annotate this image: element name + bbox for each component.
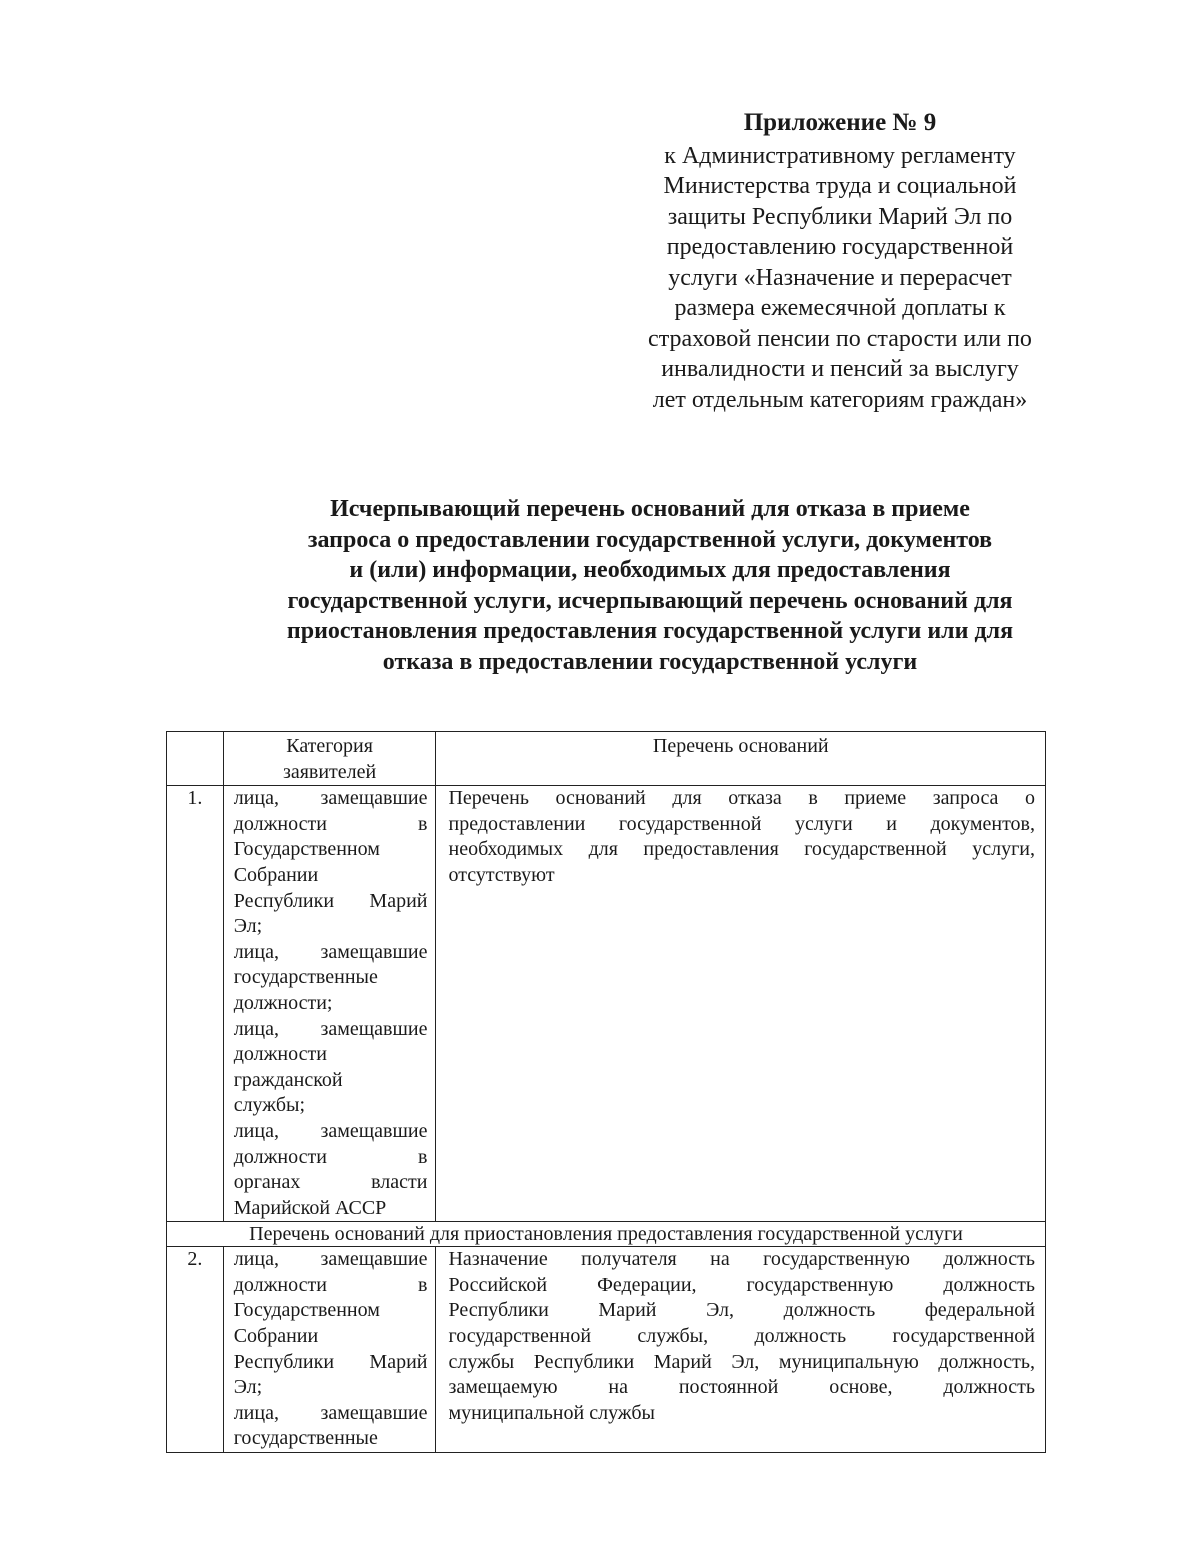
- grounds-line: предоставлении государственной услуги и документов,: [448, 812, 1035, 835]
- appendix-line: лет отдельным категориям граждан»: [652, 386, 1028, 413]
- category-line: службы;: [233, 1094, 306, 1117]
- category-line: должности в: [233, 812, 428, 835]
- category-line: государственные: [233, 1427, 378, 1450]
- grounds-cell: [436, 1247, 1046, 1453]
- category-line: Марийской АССР: [233, 1196, 387, 1219]
- appendix-line: инвалидности и пенсий за выслугу: [661, 356, 1019, 382]
- header-category-cell: [223, 732, 436, 786]
- header-category-line: Категория: [286, 735, 373, 757]
- grounds-line: службы Республики Марий Эл, муниципальную должность,: [448, 1350, 1035, 1373]
- grounds-line: необходимых для предоставления государственной услуги,: [448, 838, 1035, 861]
- grounds-table: [166, 731, 1046, 1453]
- category-line: Государственном: [233, 1299, 380, 1322]
- category-line: Республики Марий: [233, 1350, 428, 1373]
- appendix-line: страховой пенсии по старости или по: [648, 325, 1032, 352]
- category-line: Эл;: [233, 1376, 263, 1399]
- category-line: государственные: [233, 966, 378, 989]
- header-category-line: заявителей: [282, 760, 377, 783]
- category-line: Эл;: [233, 915, 263, 938]
- header-grounds-cell: Перечень оснований: [436, 732, 1046, 786]
- row-number: 2.: [167, 1247, 224, 1453]
- table-row: [167, 1247, 1046, 1453]
- appendix-line: предоставлению государственной: [666, 234, 1014, 260]
- appendix-line: защиты Республики Марий Эл по: [667, 203, 1013, 230]
- appendix-line: к Административному регламенту: [664, 142, 1016, 169]
- appendix-line: Министерства труда и социальной: [663, 173, 1017, 199]
- grounds-line: Республики Марий Эл, должность федеральной: [448, 1299, 1035, 1322]
- category-line: должности в: [233, 1273, 428, 1296]
- category-line: гражданской: [233, 1068, 343, 1091]
- category-line: лица, замещавшие: [233, 1119, 428, 1142]
- category-line: Собрании: [233, 863, 319, 886]
- grounds-cell: [436, 786, 1046, 1222]
- title-line: государственной услуги, исчерпывающий перечень оснований для: [287, 587, 1013, 614]
- appendix-block: [610, 108, 1070, 415]
- appendix-line: услуги «Назначение и перерасчет: [668, 264, 1012, 291]
- category-line: Собрании: [233, 1325, 319, 1348]
- section-heading: Перечень оснований для приостановления предоставления государственной услуги: [167, 1222, 1046, 1247]
- title-line: Исчерпывающий перечень оснований для отказа в приеме: [330, 496, 970, 522]
- category-line: Государственном: [233, 838, 380, 861]
- category-line: лица, замещавшие: [233, 1017, 428, 1040]
- row-number: 1.: [167, 786, 224, 1222]
- appendix-title: Приложение № 9: [743, 109, 937, 136]
- table-header-row: [167, 732, 1046, 786]
- grounds-line: отсутствуют: [448, 863, 555, 886]
- category-line: Республики Марий: [233, 889, 428, 912]
- header-number-cell: [167, 732, 224, 786]
- title-line: запроса о предоставлении государственной услуги, документов: [307, 526, 993, 553]
- category-line: лица, замещавшие: [233, 1248, 428, 1271]
- grounds-line: государственной службы, должность государственной: [448, 1325, 1035, 1348]
- category-line: лица, замещавшие: [233, 940, 428, 963]
- category-cell: [223, 1247, 436, 1453]
- category-cell: [223, 786, 436, 1222]
- grounds-line: Перечень оснований для отказа в приеме запроса о: [448, 787, 1035, 810]
- category-line: должности в: [233, 1145, 428, 1168]
- title-line: и (или) информации, необходимых для предоставления: [349, 557, 951, 583]
- category-line: должности;: [233, 991, 333, 1014]
- grounds-line: Назначение получателя на государственную должность: [448, 1248, 1035, 1271]
- appendix-line: размера ежемесячной доплаты к: [674, 295, 1006, 321]
- title-line: отказа в предоставлении государственной услуги: [382, 648, 918, 675]
- grounds-line: Российской Федерации, государственную должность: [448, 1273, 1035, 1296]
- category-line: лица, замещавшие: [233, 1401, 428, 1424]
- category-line: должности: [233, 1043, 327, 1066]
- title-line: приостановления предоставления государственной услуги или для: [286, 618, 1014, 644]
- category-line: лица, замещавшие: [233, 787, 428, 810]
- category-line: органах власти: [233, 1171, 428, 1194]
- grounds-line: замещаемую на постоянной основе, должность: [448, 1376, 1035, 1399]
- grounds-line: муниципальной службы: [448, 1401, 655, 1424]
- document-title: [180, 494, 1120, 677]
- section-heading-row: [167, 1222, 1046, 1247]
- table-row: [167, 786, 1046, 1222]
